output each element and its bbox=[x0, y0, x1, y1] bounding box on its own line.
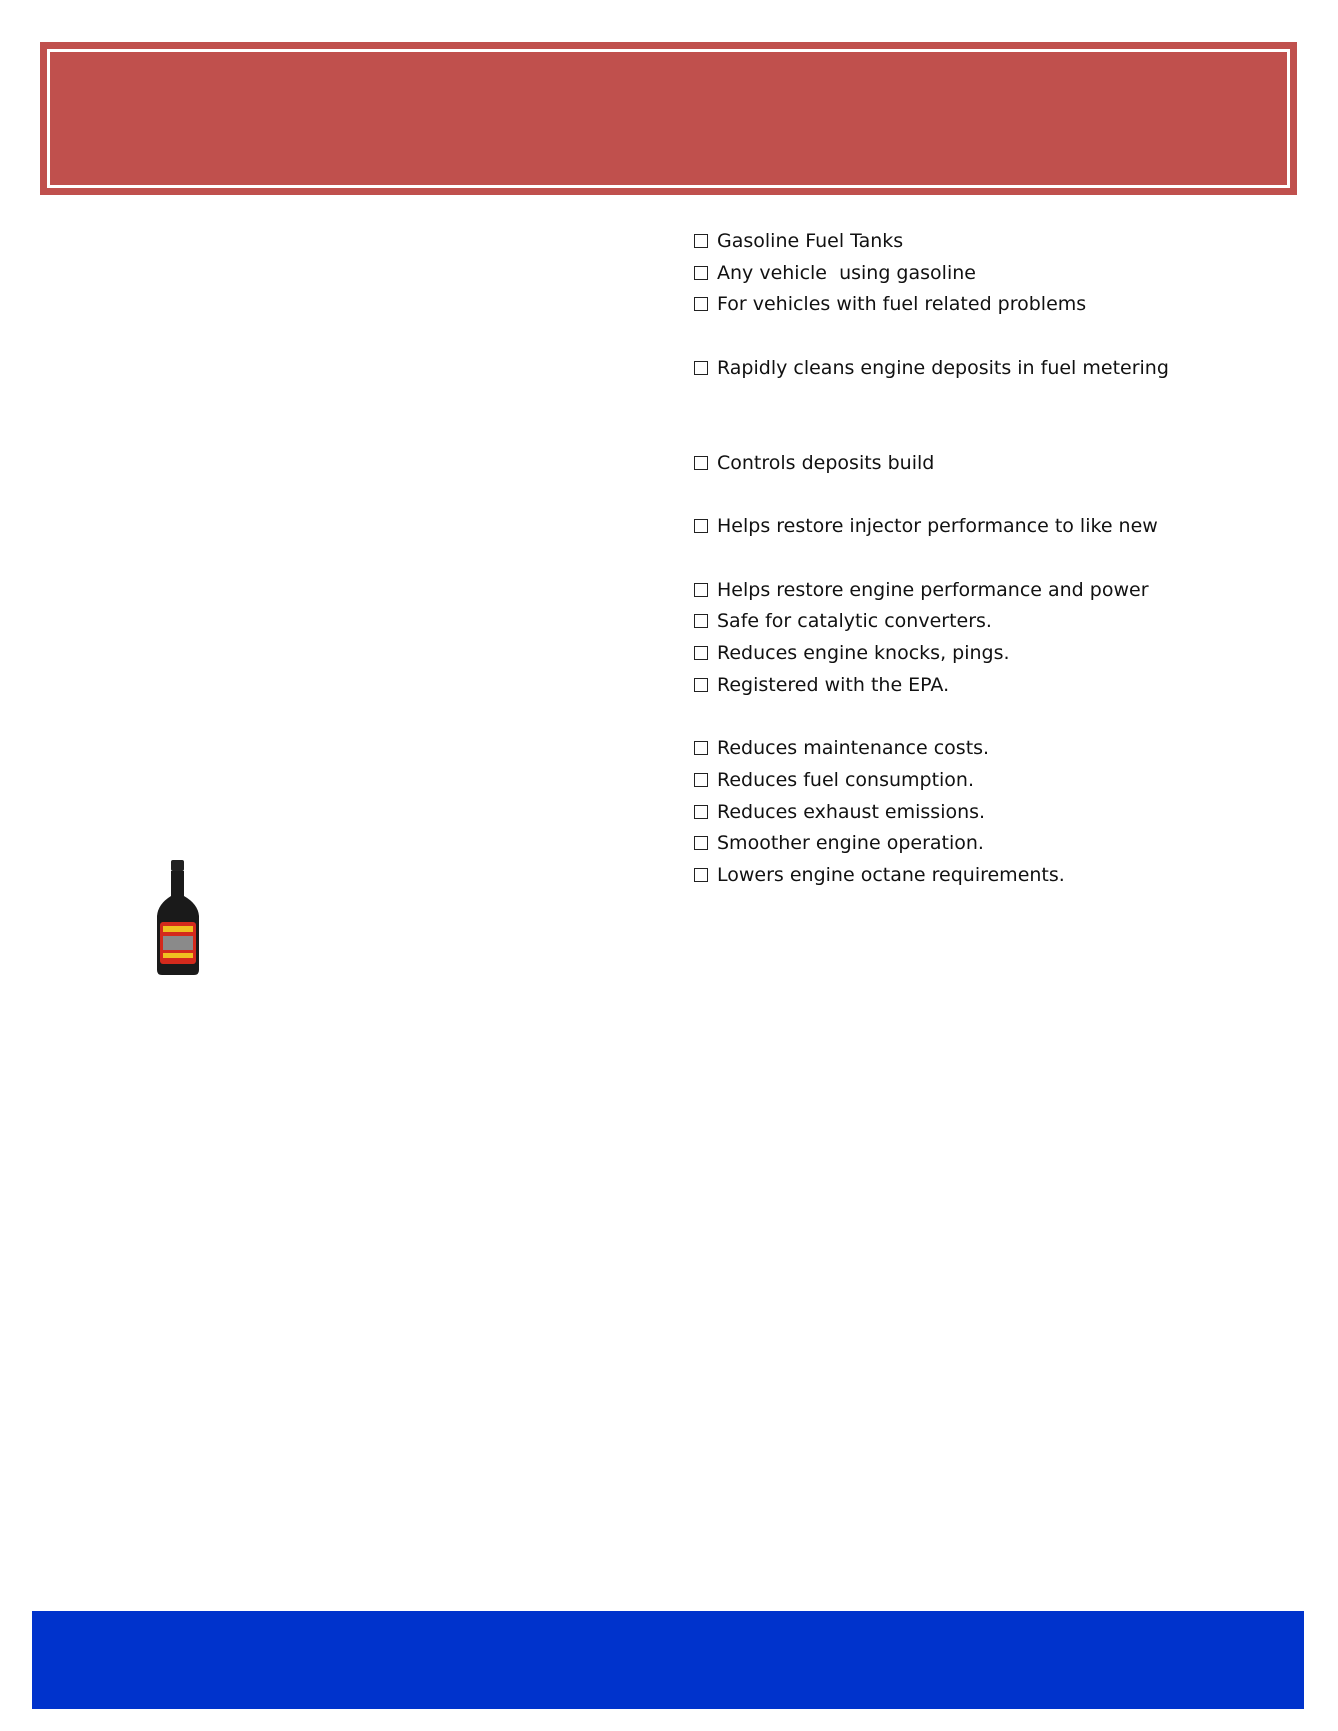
feature-text: Reduces fuel consumption. bbox=[717, 768, 975, 791]
feature-text: Reduces maintenance costs. bbox=[717, 737, 990, 760]
feature-text: Reduces exhaust emissions. bbox=[717, 800, 986, 823]
feature-item bbox=[694, 289, 1086, 319]
feature-text: For vehicles with fuel related problems bbox=[717, 293, 1087, 316]
checkbox-icon bbox=[694, 234, 708, 248]
checkbox-icon bbox=[694, 456, 708, 470]
checkbox-icon bbox=[694, 868, 708, 882]
checkbox-icon bbox=[694, 646, 708, 660]
feature-item bbox=[694, 638, 1010, 668]
checkbox-icon bbox=[694, 678, 708, 692]
feature-item bbox=[694, 797, 985, 827]
feature-text: Safe for catalytic converters. bbox=[717, 610, 992, 633]
checkbox-icon bbox=[694, 805, 708, 819]
checkbox-icon bbox=[694, 297, 708, 311]
checkbox-icon bbox=[694, 583, 708, 597]
feature-item bbox=[694, 353, 1169, 383]
feature-text: Smoother engine operation. bbox=[717, 832, 984, 855]
feature-text: Any vehicle using gasoline bbox=[717, 261, 976, 284]
checkbox-icon bbox=[694, 836, 708, 850]
checkbox-icon bbox=[694, 361, 708, 375]
feature-text: Helps restore engine performance and power bbox=[717, 578, 1149, 601]
feature-text: Gasoline Fuel Tanks bbox=[717, 230, 904, 252]
checkbox-icon bbox=[694, 266, 708, 280]
feature-item bbox=[694, 860, 1065, 890]
feature-text: Controls deposits build bbox=[717, 451, 935, 474]
header-banner bbox=[40, 42, 1297, 195]
feature-item bbox=[694, 575, 1149, 605]
feature-item bbox=[694, 606, 992, 636]
checkbox-icon bbox=[694, 773, 708, 787]
footer-bar bbox=[32, 1611, 1304, 1709]
checkbox-icon bbox=[694, 519, 708, 533]
feature-text: Lowers engine octane requirements. bbox=[717, 864, 1065, 886]
product-bottle-image bbox=[154, 860, 202, 976]
feature-item bbox=[694, 258, 976, 288]
feature-text: Rapidly cleans engine deposits in fuel metering bbox=[717, 356, 1169, 379]
feature-item bbox=[694, 226, 903, 256]
feature-item bbox=[694, 733, 989, 763]
checkbox-icon bbox=[694, 741, 708, 755]
feature-item bbox=[694, 448, 934, 478]
feature-text: Registered with the EPA. bbox=[717, 673, 950, 696]
feature-text: Helps restore injector performance to like new bbox=[717, 515, 1158, 538]
banner-frame bbox=[47, 49, 1290, 188]
feature-item bbox=[694, 765, 974, 795]
checkbox-icon bbox=[694, 614, 708, 628]
feature-item bbox=[694, 670, 949, 700]
feature-text: Reduces engine knocks, pings. bbox=[717, 642, 1010, 665]
feature-item bbox=[694, 828, 984, 858]
feature-item bbox=[694, 511, 1158, 541]
